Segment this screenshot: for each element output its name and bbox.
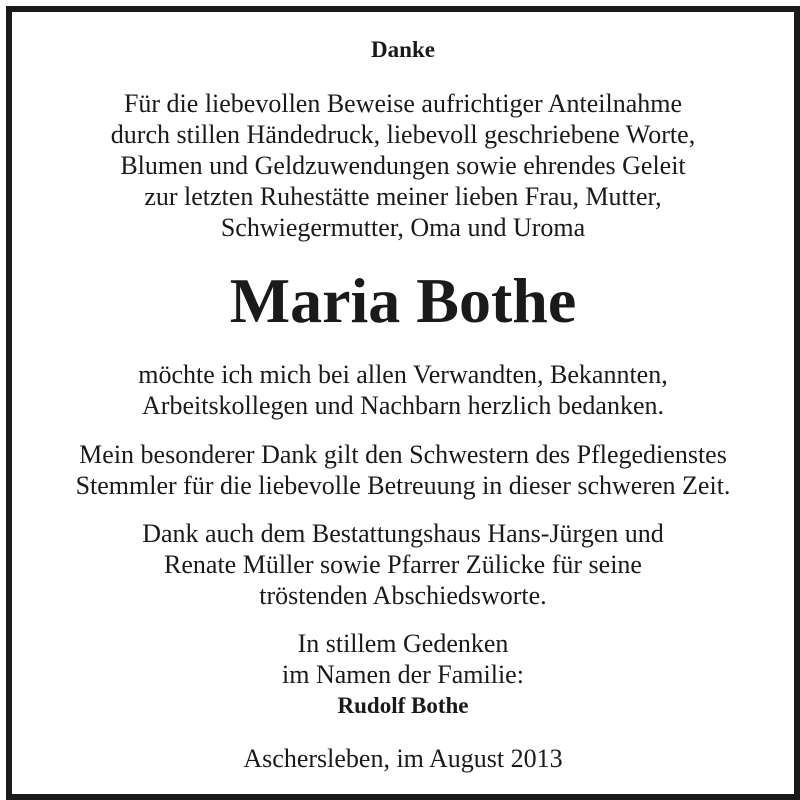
funeral-thanks-line: Renate Müller sowie Pfarrer Zülicke für seine bbox=[164, 550, 642, 579]
closing-paragraph bbox=[12, 628, 794, 721]
intro-line: Blumen und Geldzuwendungen sowie ehrendes Geleit bbox=[120, 151, 686, 180]
thanks-line: möchte ich mich bei allen Verwandten, Bekannten, bbox=[138, 360, 668, 389]
funeral-thanks-line: Dank auch dem Bestattungshaus Hans-Jürgen und bbox=[142, 519, 664, 548]
intro-paragraph bbox=[12, 88, 794, 243]
intro-line: Schwiegermutter, Oma und Uroma bbox=[220, 213, 586, 242]
closing-line: im Namen der Familie: bbox=[282, 660, 524, 689]
funeral-thanks-paragraph bbox=[12, 518, 794, 611]
thanks-line: Arbeitskollegen und Nachbarn herzlich bedanken. bbox=[142, 391, 664, 420]
funeral-thanks-line: tröstenden Abschiedsworte. bbox=[259, 581, 547, 610]
closing-line: In stillem Gedenken bbox=[297, 629, 509, 658]
place-date bbox=[12, 743, 794, 774]
special-thanks-line: Stemmler für die liebevolle Betreuung in dieser schweren Zeit. bbox=[75, 471, 731, 500]
notice-heading: Danke bbox=[371, 37, 435, 62]
thanks-paragraph bbox=[12, 359, 794, 421]
deceased-name: Maria Bothe bbox=[229, 265, 577, 336]
intro-line: zur letzten Ruhestätte meiner lieben Frau, Mutter, bbox=[144, 182, 662, 211]
special-thanks-line: Mein besonderer Dank gilt den Schwestern des Pflegedienstes bbox=[79, 440, 727, 469]
special-thanks-paragraph bbox=[12, 439, 794, 501]
notice-border bbox=[6, 6, 800, 800]
intro-line: durch stillen Händedruck, liebevoll geschriebene Worte, bbox=[110, 120, 696, 149]
signer-name: Rudolf Bothe bbox=[337, 693, 469, 718]
place-date-text: Aschersleben, im August 2013 bbox=[243, 744, 563, 773]
intro-line: Für die liebevollen Beweise aufrichtiger Anteilnahme bbox=[123, 89, 683, 118]
